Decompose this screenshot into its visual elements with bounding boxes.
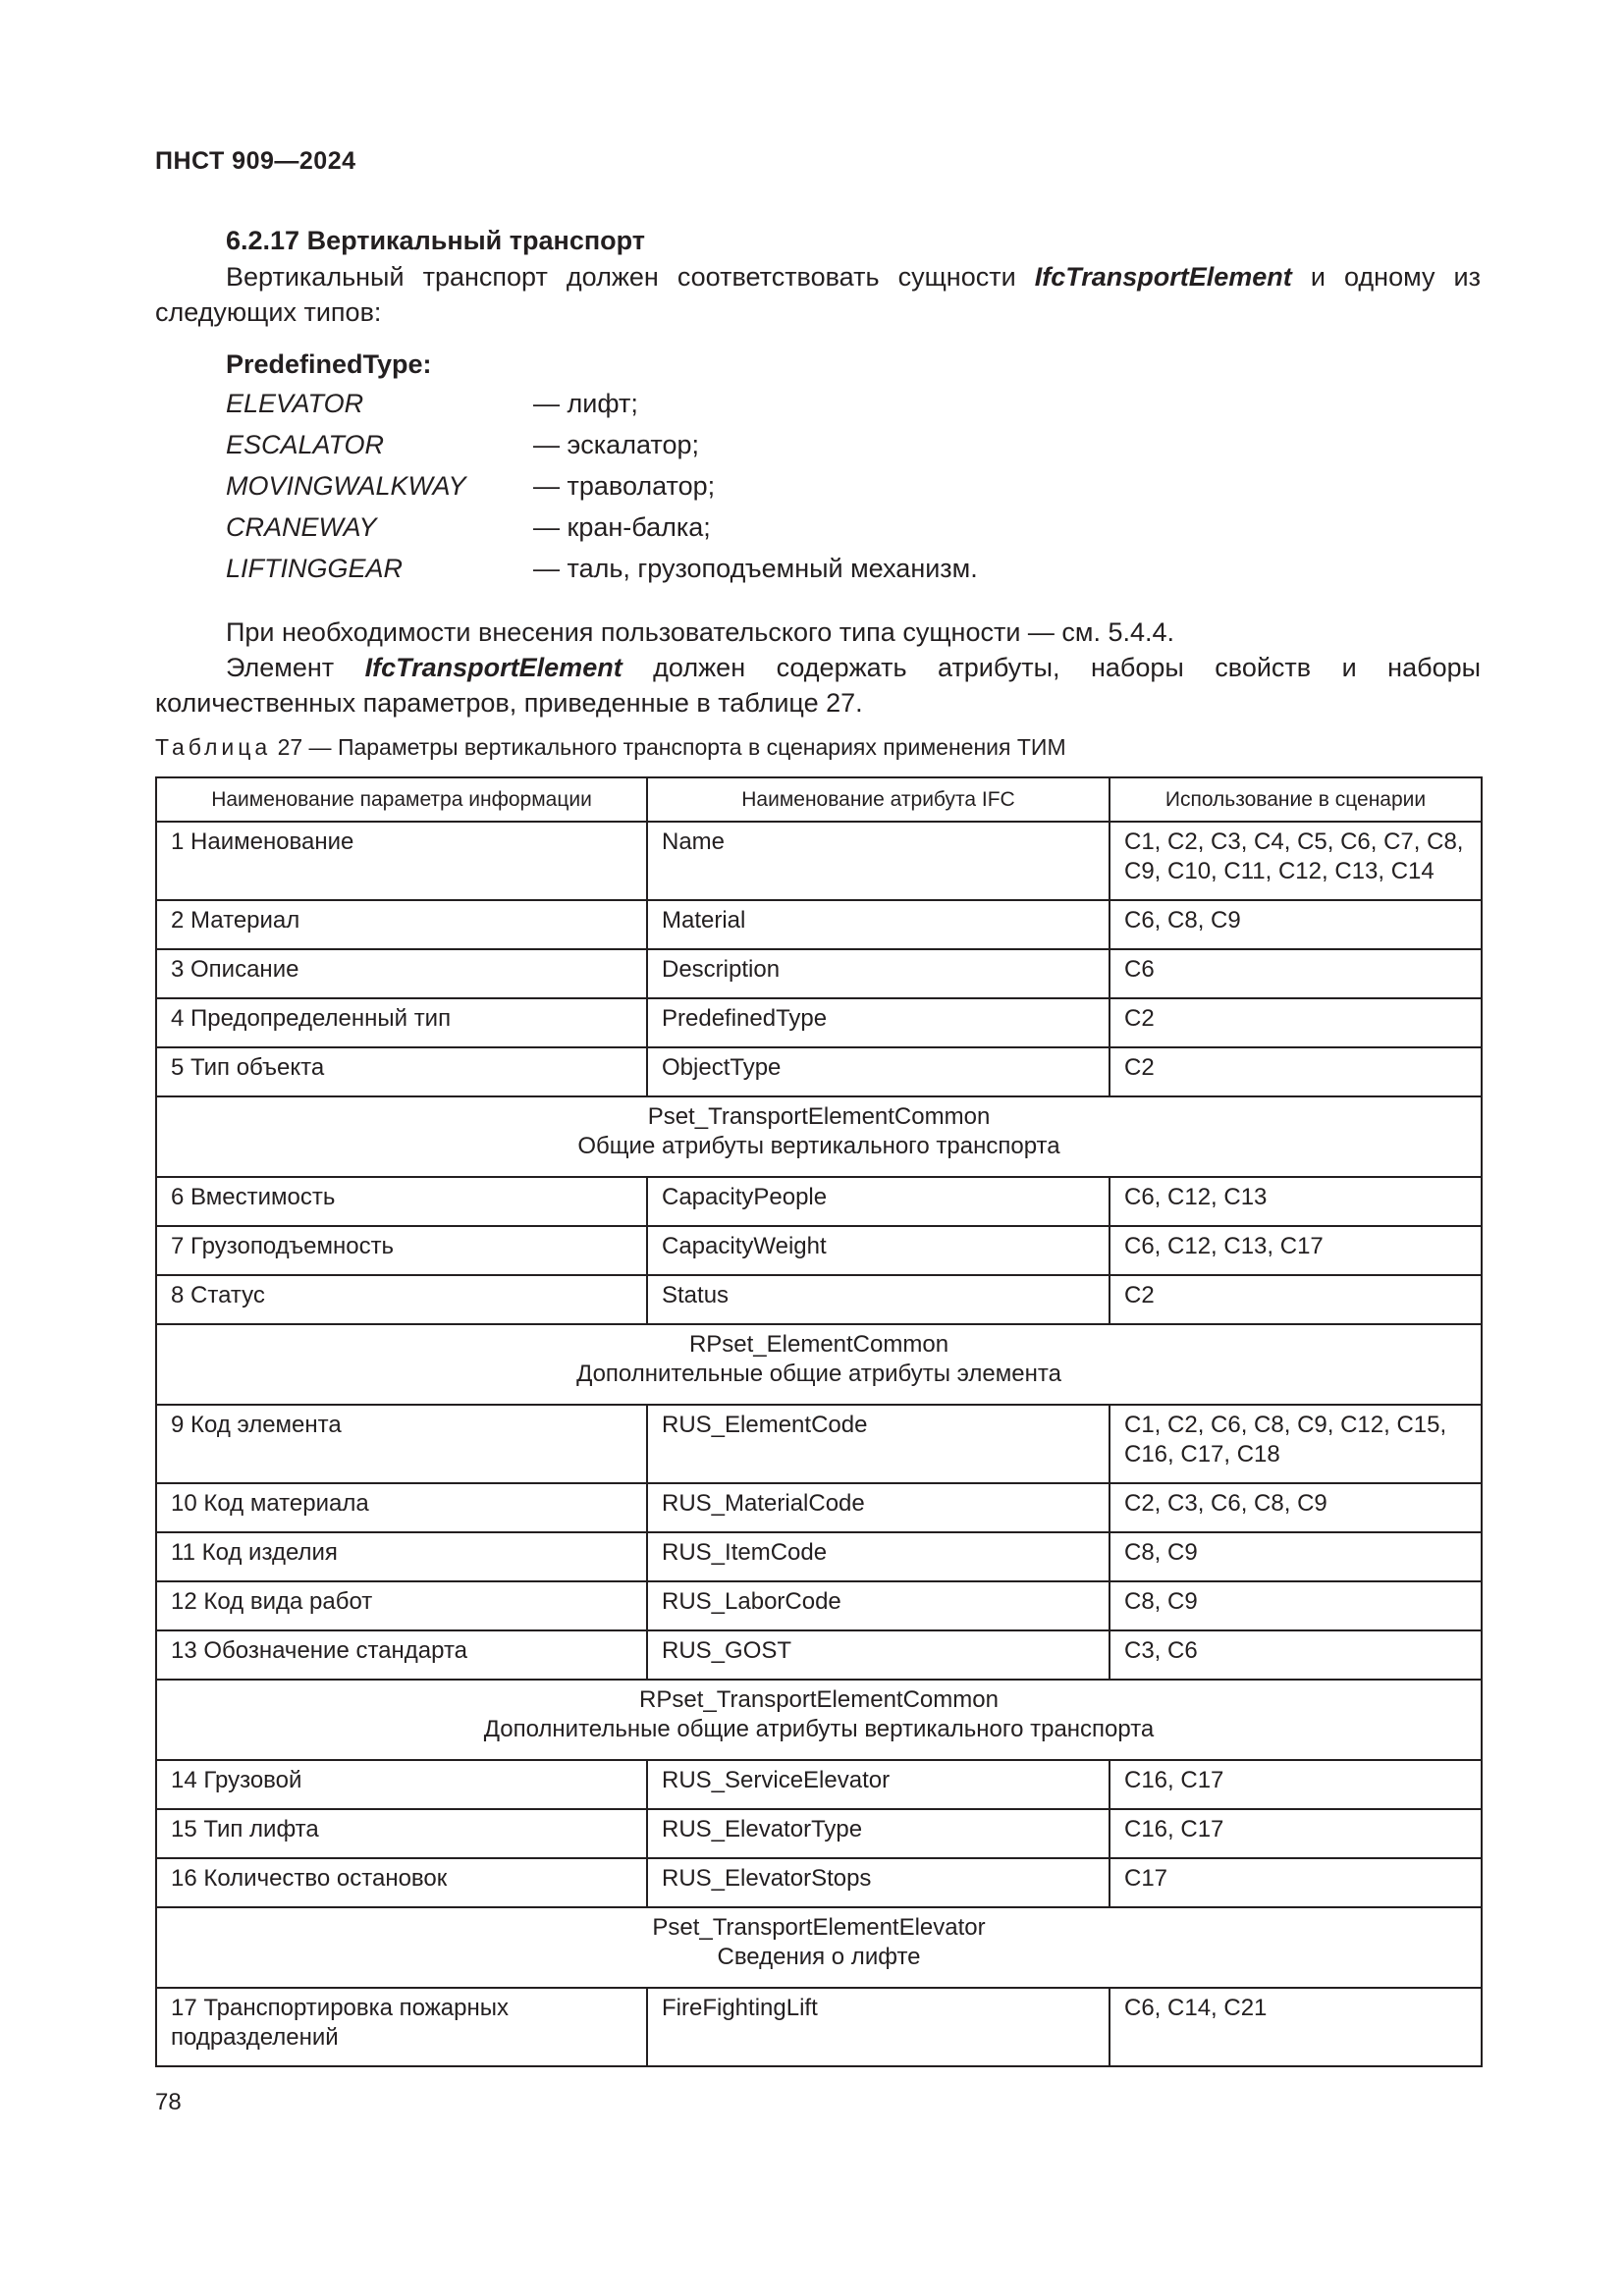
predefined-type-item [226,430,978,471]
table-group-row [156,1907,1482,1988]
cell-ifc-attribute: PredefinedType [647,998,1110,1047]
cell-ifc-attribute: ObjectType [647,1047,1110,1096]
group-heading [156,1680,1482,1760]
predefined-type-desc: — эскалатор; [533,430,699,459]
cell-scenarios: C6, C12, C13, C17 [1110,1226,1482,1275]
table-caption-word: Таблица [155,734,272,760]
cell-scenarios: C2 [1110,998,1482,1047]
group-heading [156,1096,1482,1177]
cell-parameter-name: 1 Наименование [156,822,647,900]
cell-parameter-name: 17 Транспортировка пожарных подразделений [156,1988,647,2066]
cell-scenarios: C1, C2, C3, C4, C5, C6, C7, C8, C9, C10, C11, C12, C13, C14 [1110,822,1482,900]
predefined-type-code: ELEVATOR [226,389,364,418]
cell-scenarios: C6, C8, C9 [1110,900,1482,949]
cell-parameter-name: 12 Код вида работ [156,1581,647,1630]
cell-ifc-attribute: RUS_LaborCode [647,1581,1110,1630]
column-header-parameter: Наименование параметра информации [156,777,647,822]
cell-parameter-name: 7 Грузоподъемность [156,1226,647,1275]
table-row [156,822,1482,900]
cell-ifc-attribute: RUS_ElevatorType [647,1809,1110,1858]
group-heading [156,1324,1482,1405]
predefined-type-code: ESCALATOR [226,430,385,459]
cell-ifc-attribute: CapacityPeople [647,1177,1110,1226]
group-description: Дополнительные общие атрибуты вертикального транспорта [483,1716,1155,1742]
table-row [156,1275,1482,1324]
predefined-type-list [226,389,978,595]
cell-scenarios: C2 [1110,1047,1482,1096]
cell-parameter-name: 2 Материал [156,900,647,949]
cell-parameter-name: 16 Количество остановок [156,1858,647,1907]
cell-ifc-attribute: RUS_MaterialCode [647,1483,1110,1532]
custom-type-note: При необходимости внесения пользовательского типа сущности — см. 5.4.4. [226,617,1175,647]
cell-ifc-attribute: RUS_ItemCode [647,1532,1110,1581]
cell-scenarios: C2 [1110,1275,1482,1324]
cell-scenarios: C6, C12, C13 [1110,1177,1482,1226]
table-row [156,1988,1482,2066]
predefined-type-code: CRANEWAY [226,512,377,542]
table-row [156,1532,1482,1581]
column-header-scenario: Использование в сценарии [1110,777,1482,822]
table-row [156,1226,1482,1275]
table-row [156,1177,1482,1226]
table-caption [155,734,1066,761]
page-number: 78 [155,2089,182,2115]
predefined-type-item [226,389,978,430]
table-header-row [156,777,1482,822]
cell-scenarios: C6, C14, C21 [1110,1988,1482,2066]
table-row [156,900,1482,949]
cell-ifc-attribute: RUS_ServiceElevator [647,1760,1110,1809]
table-row [156,1809,1482,1858]
group-description: Сведения о лифте [717,1944,921,1970]
cell-scenarios: C8, C9 [1110,1532,1482,1581]
table-row [156,1760,1482,1809]
predefined-type-item [226,554,978,595]
cell-parameter-name: 6 Вместимость [156,1177,647,1226]
table-intro-before: Элемент [226,653,365,682]
table-group-row [156,1680,1482,1760]
table-row [156,1581,1482,1630]
cell-scenarios: C17 [1110,1858,1482,1907]
intro-text-after: и одному из следующих типов: [155,262,1481,327]
table-row [156,998,1482,1047]
cell-scenarios: C1, C2, C6, C8, C9, C12, C15, C16, C17, C18 [1110,1405,1482,1483]
predefined-type-item [226,471,978,512]
table-row [156,1630,1482,1680]
cell-parameter-name: 13 Обозначение стандарта [156,1630,647,1680]
cell-parameter-name: 8 Статус [156,1275,647,1324]
group-description: Общие атрибуты вертикального транспорта [577,1133,1060,1159]
cell-ifc-attribute: RUS_GOST [647,1630,1110,1680]
cell-ifc-attribute: Name [647,822,1110,900]
table-group-row [156,1324,1482,1405]
cell-ifc-attribute: RUS_ElementCode [647,1405,1110,1483]
cell-scenarios: C16, C17 [1110,1809,1482,1858]
group-description: Дополнительные общие атрибуты элемента [576,1361,1061,1387]
predefined-type-title: PredefinedType: [226,349,432,379]
cell-parameter-name: 3 Описание [156,949,647,998]
table-row [156,1405,1482,1483]
cell-parameter-name: 9 Код элемента [156,1405,647,1483]
cell-scenarios: C2, C3, C6, C8, C9 [1110,1483,1482,1532]
predefined-type-desc: — траволатор; [533,471,716,501]
cell-ifc-attribute: Description [647,949,1110,998]
cell-scenarios: C6 [1110,949,1482,998]
column-header-ifc-attribute: Наименование атрибута IFC [647,777,1110,822]
section-intro [155,259,1481,330]
table-row [156,1047,1482,1096]
parameters-table [155,776,1483,2067]
group-pset-name: Pset_TransportElementCommon [647,1103,991,1130]
table-caption-text: 27 — Параметры вертикального транспорта в сценариях применения ТИМ [271,734,1066,760]
cell-parameter-name: 14 Грузовой [156,1760,647,1809]
predefined-type-code: MOVINGWALKWAY [226,471,466,501]
intro-entity: IfcTransportElement [1034,262,1292,292]
table-row [156,1483,1482,1532]
cell-scenarios: C16, C17 [1110,1760,1482,1809]
cell-scenarios: C3, C6 [1110,1630,1482,1680]
intro-text-before: Вертикальный транспорт должен соответствовать сущности [226,262,1035,292]
predefined-type-item [226,512,978,554]
cell-ifc-attribute: CapacityWeight [647,1226,1110,1275]
group-pset-name: Pset_TransportElementElevator [652,1914,986,1941]
cell-parameter-name: 15 Тип лифта [156,1809,647,1858]
table-intro-after: должен содержать атрибуты, наборы свойств и наборы количественных параметров, приведенные в таблице 27. [155,653,1482,718]
cell-parameter-name: 11 Код изделия [156,1532,647,1581]
cell-parameter-name: 10 Код материала [156,1483,647,1532]
predefined-type-desc: — кран-балка; [533,512,711,542]
table-row [156,1858,1482,1907]
table-row [156,949,1482,998]
group-pset-name: RPset_TransportElementCommon [639,1686,999,1713]
document-header: ПНСТ 909—2024 [155,147,356,175]
cell-ifc-attribute: RUS_ElevatorStops [647,1858,1110,1907]
section-title: 6.2.17 Вертикальный транспорт [226,226,646,255]
group-pset-name: RPset_ElementCommon [688,1331,949,1358]
predefined-type-desc: — таль, грузоподъемный механизм. [533,554,978,583]
cell-parameter-name: 5 Тип объекта [156,1047,647,1096]
cell-parameter-name: 4 Предопределенный тип [156,998,647,1047]
table-group-row [156,1096,1482,1177]
cell-ifc-attribute: Status [647,1275,1110,1324]
cell-ifc-attribute: Material [647,900,1110,949]
table-intro [155,650,1481,721]
cell-ifc-attribute: FireFightingLift [647,1988,1110,2066]
cell-scenarios: C8, C9 [1110,1581,1482,1630]
table-intro-entity: IfcTransportElement [364,653,623,682]
group-heading [156,1907,1482,1988]
predefined-type-desc: — лифт; [533,389,638,418]
predefined-type-code: LIFTINGGEAR [226,554,404,583]
